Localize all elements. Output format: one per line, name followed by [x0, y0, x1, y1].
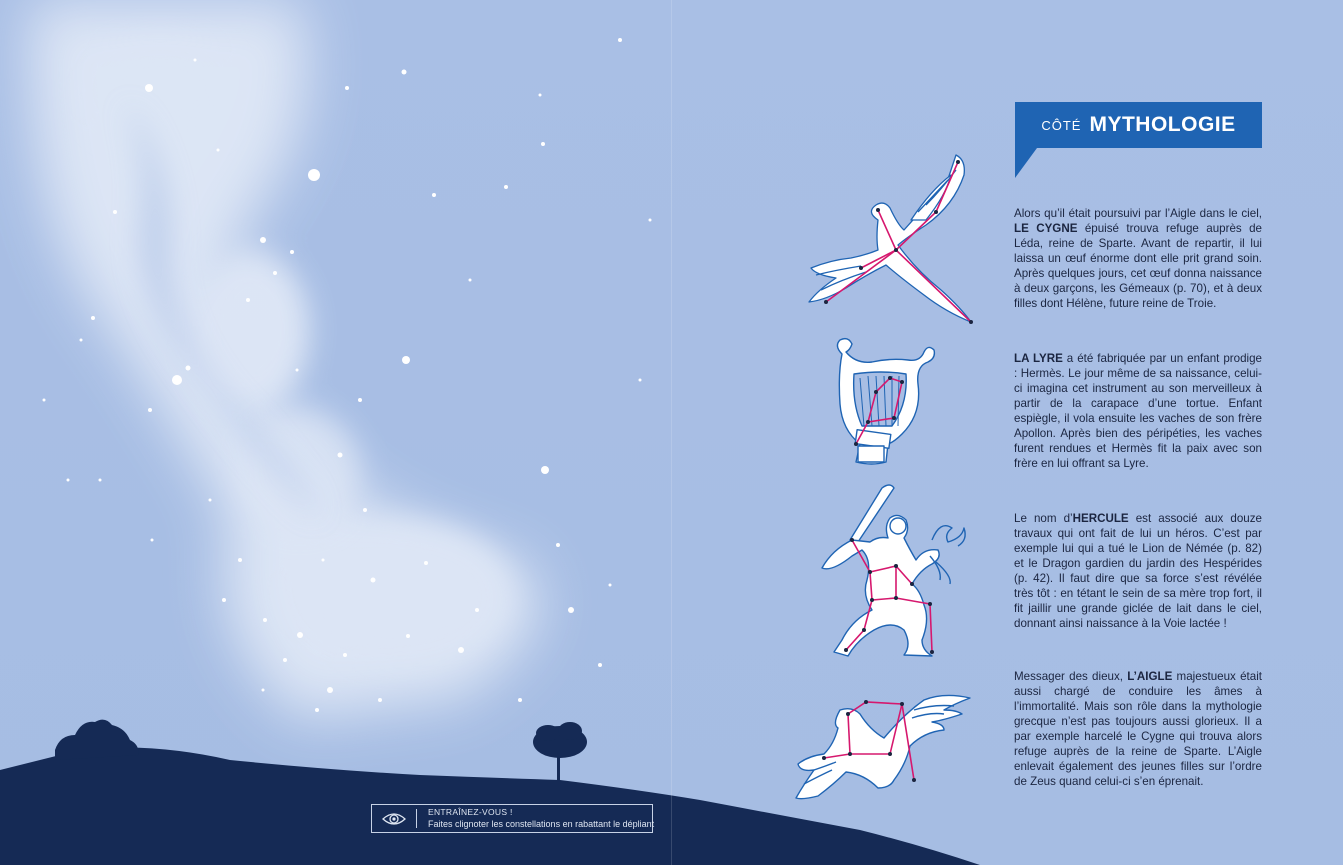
lyre-paragraph	[1014, 351, 1262, 471]
aigle-text-before: Messager des dieux,	[1014, 670, 1128, 683]
hercule-text-before: Le nom d’	[1014, 512, 1073, 525]
exercise-text: Faites clignoter les constellations en rabattant le dépliant	[428, 819, 655, 829]
exercise-separator	[416, 809, 417, 828]
hercule-paragraph	[1014, 511, 1262, 631]
lyre-text-after: a été fabriquée par un enfant prodige : Hermès. Le jour même de sa naissance, celui-ci imagina cet instrument au son merveilleux à partir de la carapace d’une tortue. Enfant espiègle, il vola ensuite les vaches de son frère Apollon. Après bien des péripéties, les vaches furent rendues et Hermès fit la paix avec son frère en lui offrant sa Lyre.	[1014, 352, 1262, 470]
header-title: MYTHOLOGIE	[1089, 113, 1236, 136]
cygne-paragraph	[1014, 206, 1262, 311]
page-fold	[671, 0, 672, 865]
lyre-name: LA LYRE	[1014, 352, 1063, 365]
hercule-text-after: est associé aux douze travaux qui ont fait de lui un héros. C’est par exemple lui qui a tué le Lion de Némée (p. 82) et le Dragon gardien du jardin des Hespérides (p. 42). Il faut dire que sa force s’est révélée très tôt : en tétant le sein de sa mère trop fort, il fit jaillir une grande giclée de lait dans le ciel, donnant ainsi naissance à la Voie lactée !	[1014, 512, 1262, 630]
eagle-constellation-illustration	[794, 684, 974, 802]
cygne-text-after: épuisé trouva refuge auprès de Léda, reine de Sparte. Avant de repartir, il lui laissa un œuf énorme dont elle prit grand soin. Après quelques jours, cet œuf donna naissance à deux garçons, les Gémeaux (p. 70), et à deux filles dont Hélène, future reine de Troie.	[1014, 222, 1262, 310]
cygne-name: LE CYGNE	[1014, 222, 1078, 235]
header-banner	[1015, 102, 1262, 148]
aigle-text-after: majestueux était aussi chargé de conduire les âmes à l’immortalité. Mais son rôle dans la mythologie grecque n’est pas toujours aussi glorieux. Il a par exemple harcelé le Cygne qui trouva alors refuge auprès de la reine de Sparte. L’Aigle enlevait également des jeunes filles sur l’ordre de Zeus quand celui-ci s’en éprenait.	[1014, 670, 1262, 788]
cygne-text-before: Alors qu’il était poursuivi par l’Aigle dans le ciel,	[1014, 207, 1262, 220]
hercules-constellation-illustration	[812, 480, 970, 660]
exercise-box	[371, 804, 653, 833]
exercise-title: ENTRAÎNEZ-VOUS !	[428, 807, 513, 817]
aigle-paragraph	[1014, 669, 1262, 789]
hercule-name: HERCULE	[1072, 512, 1129, 525]
lyre-constellation-illustration	[832, 334, 936, 468]
eye-icon	[382, 810, 406, 828]
header-banner-tail	[1015, 148, 1037, 178]
header-prefix: CÔTÉ	[1041, 117, 1082, 133]
swan-constellation-illustration	[806, 150, 978, 326]
aigle-name: L’AIGLE	[1127, 670, 1173, 683]
